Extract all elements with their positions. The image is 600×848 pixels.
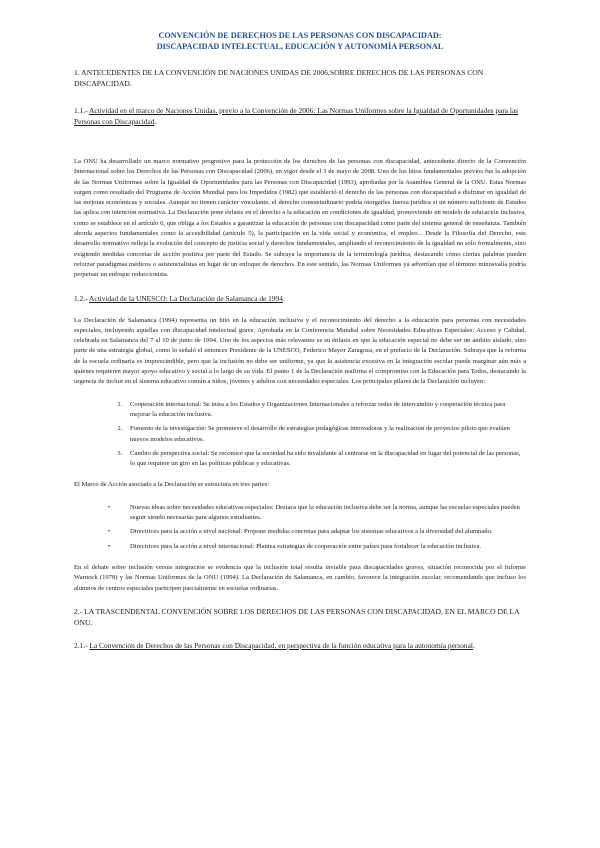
list-item-text: Nuevas ideas sobre necesidades educativas especiales: Destaca que la educación inclusiva debe ser la norma, aunque las escuelas especiales pueden seguir siendo necesarias para algunos estudiantes. xyxy=(130,503,520,522)
subsection-2-1-number: 2.1.- xyxy=(74,640,90,650)
list-item-text: Directrices para la acción a nivel nacional: Propone medidas concretas para adaptar los sistemas educativos a la diversidad del alumnado. xyxy=(130,528,493,536)
subsection-2-1-heading xyxy=(74,640,526,651)
list-item: 1. Cooperación internacional: Se insta a los Estados y Organizaciones Internacionales a reforzar redes de intercambio y cooperación técnica para mejorar la educación inclusiva. xyxy=(124,400,526,421)
subsection-1-2-number: 1.2.- xyxy=(74,293,89,303)
subsection-1-1-number: 1.1.- xyxy=(74,106,89,115)
title-line-1: CONVENCIÓN DE DERECHOS DE LAS PERSONAS CON DISCAPACIDAD: xyxy=(158,31,442,40)
bullet-icon: • xyxy=(108,528,111,536)
list-item xyxy=(108,542,526,552)
list-item: 2. Fomento de la investigación: Se promueve el desarrollo de estrategias pedagógicas innovadoras y la realización de proyectos piloto que evalúen nuevos modelos educativos. xyxy=(124,424,526,445)
framework-parts-list xyxy=(74,503,526,552)
declaration-pillars-list xyxy=(74,400,526,470)
section-2-heading: 2.- LA TRASCENDENTAL CONVENCIÓN SOBRE LOS DERECHOS DE LAS PERSONAS CON DISCAPACIDAD, EN EL MARCO DE LA ONU. xyxy=(74,606,520,627)
title-line-2: DISCAPACIDAD INTELECTUAL, EDUCACIÓN Y AUTONOMÍA PERSONAL xyxy=(156,42,444,51)
list-item-text: Directrices para la acción a nivel internacional: Plantea estrategias de cooperación entre países para fortalecer la educación inclusiva. xyxy=(130,542,482,550)
closing-paragraph: En el debate sobre inclusión versus integración se evidencia que la inclusión total resulta inviable para discapacidades graves, situación reconocida por el Informe Warnock (1978) y las Normas Uniformes de la ONU (1994). La Declaración de Salamanca, en cambio, favorece la integración escolar, recomendando que incluso los alumnos de centros especiales participen parcialmente en escuelas ordinarias. xyxy=(74,563,526,592)
subsection-1-2-period: . xyxy=(282,293,285,303)
subsection-1-1-heading xyxy=(74,105,526,127)
subsection-1-2-paragraph: La Declaración de Salamanca (1994) representa un hito en la educación inclusiva y el reconocimiento del derecho a la educación para personas con necesidades especiales, incluyendo aquellas con discapacidad intelectual grave. Aprobada en la Conferencia Mundial sobre Necesidades Educativas Especiales: Acceso y Calidad, celebrada en Salamanca del 7 al 10 de junio de 1994. Uno de los aspectos más relevantes es su énfasis en que la educación especial no debe ser un ámbito aislado, sino parte de una estrategia global, como lo señaló el entonces Presidente de la UNESCO, Federico Mayor Zaragoza, en el prefacio de la Declaración. Subraya que la reforma de la escuela ordinaria es imprescindible, pero que la inclusión no debe ser uniforme, ya que la asistencia excesiva en la integración escolar puede marginar aún más a quienes requieren mayor apoyo educativo y social a lo largo de su vida. El punto 1 de la Declaración reafirma el compromiso con la Educación para Todos, destacando la urgencia de incluir en el sistema educativo común a niños, jóvenes y adultos con necesidades especiales. Los principales pilares de la Declaración incluyen: xyxy=(74,316,526,386)
subsection-1-2-title: Actividad de la UNESCO: La Declaración de Salamanca de 1994 xyxy=(89,293,283,303)
section-1-heading: 1. ANTECEDENTES DE LA CONVENCIÓN DE NACIONES UNIDAS DE 2006,SOBRE DERECHOS DE LAS PERSONAS CON DISCAPACIDAD. xyxy=(74,68,484,88)
subsection-2-1-period: . xyxy=(472,640,475,650)
framework-intro: El Marco de Acción asociado a la Declaración se estructura en tres partes: xyxy=(74,481,270,489)
subsection-1-1-paragraph: La ONU ha desarrollado un marco normativo progresivo para la protección de los derechos de las personas con discapacidad, antecedente directo de la Convención Internacional sobre los Derechos de las Personas con Discapacidad (2006), en vigor desde el 3 de mayo de 2008. Uno de los hitos fundamentales previos fue la adopción de las Normas Uniformes sobre la Igualdad de Oportunidades para las Personas con Discapacidad (1993), aprobadas por la Asamblea General de la ONU. Estas Normas surgen como resultado del Programa de Acción Mundial para los Impedidos (1982) que estableció el derecho de las personas con discapacidad a disfrutar en igualdad de las mejoras económicas y sociales. Aunque no tienen carácter vinculante, el derecho consuetudinario podría otorgarles fuerza jurídica si un número suficiente de Estados las aplica con intención normativa. La Declaración pone énfasis en el derecho a la educación en condiciones de igualdad, promoviendo un modelo de educación inclusiva, como se establece en el artículo 6, que obliga a los Estados a garantizar la educación de personas con discapacidad como parte del sistema general de enseñanza. También aborda aspectos fundamentales como la accesibilidad (artículo 5), la participación en la vida social y económica, el empleo... Desde la Filosofía del Derecho, este desarrollo normativo refleja la evolución del concepto de justicia social y derechos fundamentales, ampliando el reconocimiento de la igualdad no solo formalmente, sino exigiendo medidas concretas de acción positiva por parte del Estado. Se subraya la importancia de la terminología jurídica, destacando cómo ciertas palabras pueden reforzar paradigmas médicos o asistencialistas en lugar de un enfoque de derechos. En este sentido, las Normas Uniformes ya advertían que el término minusvalía podría perpetuar un enfoque reduccionista. xyxy=(74,158,526,279)
subsection-2-1-title: La Convención de Derechos de las Personas con Discapacidad, en perspectiva de la función educativa para la autonomía personal xyxy=(89,640,473,650)
list-item: 3. Cambio de perspectiva social: Se reconoce que la sociedad ha sido invalidante al centrarse en la discapacidad en lugar del potencial de las personas, lo que requiere un giro en las políticas públicas y educativas. xyxy=(124,449,526,470)
subsection-1-1-title: Actividad en el marco de Naciones Unidas, previo a la Convención de 2006: Las Normas Uniformes sobre la Igualdad de Oportunidades para las Personas con Discapacidad xyxy=(74,106,519,126)
subsection-1-2-heading xyxy=(74,293,526,304)
list-item xyxy=(108,527,526,537)
subsection-1-1-period: . xyxy=(154,117,157,126)
list-item xyxy=(108,503,526,524)
bullet-icon: • xyxy=(108,542,111,550)
document-title xyxy=(74,30,526,52)
bullet-icon: • xyxy=(108,503,111,511)
